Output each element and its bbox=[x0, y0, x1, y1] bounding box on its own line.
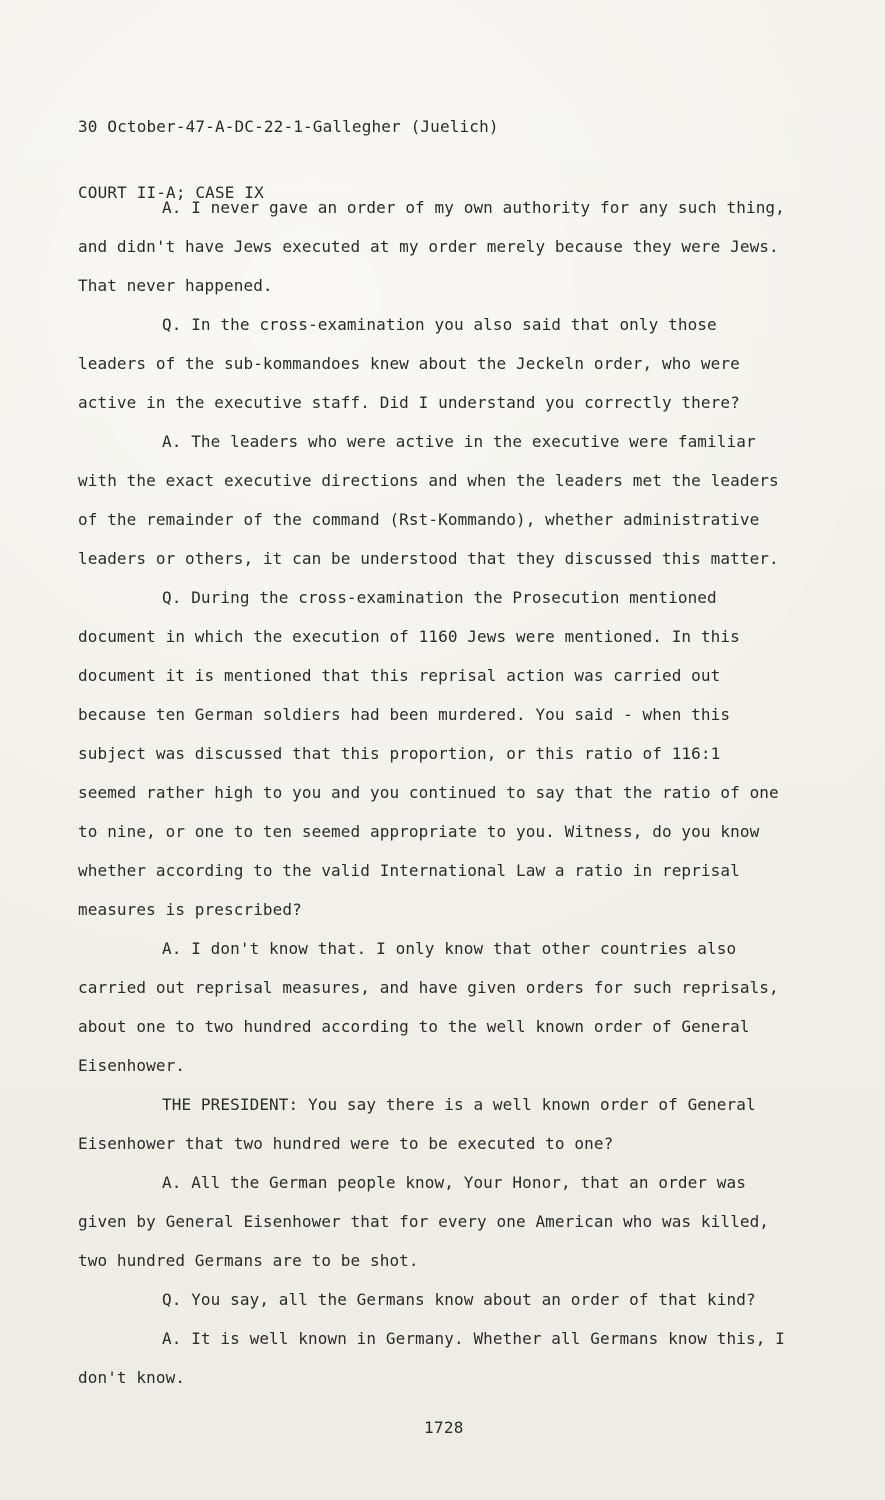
paragraph-9: A. It is well known in Germany. Whether all Germans know this, I don't know. bbox=[78, 1329, 785, 1387]
paragraph-4: Q. During the cross-examination the Prosecution mentioned document in which the execution of 1160 Jews were mentioned. In this document it is mentioned that this reprisal action was carried out because ten German soldiers had been murdered. You said - when this subject was discussed that this proportion, or this ratio of 116:1 seemed rather high to you and you continued to say that the ratio of one to nine, or one to ten seemed appropriate to you. Witness, do you know whether according to the valid International Law a ratio in reprisal measures is prescribed? bbox=[78, 588, 779, 919]
transcript-body bbox=[78, 188, 788, 1397]
paragraph-1: A. I never gave an order of my own authority for any such thing, and didn't have Jews executed at my order merely because they were Jews. That never happened. bbox=[78, 198, 785, 295]
page-number: 1728 bbox=[424, 1418, 464, 1437]
header-line-1: 30 October-47-A-DC-22-1-Gallegher (Juelich) bbox=[78, 117, 499, 136]
paragraph-6: THE PRESIDENT: You say there is a well known order of General Eisenhower that two hundred were to be executed to one? bbox=[78, 1095, 756, 1153]
paragraph-2: Q. In the cross-examination you also said that only those leaders of the sub-kommandoes knew about the Jeckeln order, who were active in the executive staff. Did I understand you correctly there? bbox=[78, 315, 740, 412]
paragraph-3: A. The leaders who were active in the executive were familiar with the exact executive directions and when the leaders met the leaders of the remainder of the command (Rst-Kommando), whether administrative leaders or others, it can be understood that they discussed this matter. bbox=[78, 432, 779, 568]
paragraph-8: Q. You say, all the Germans know about an order of that kind? bbox=[162, 1290, 756, 1309]
paragraph-5: A. I don't know that. I only know that other countries also carried out reprisal measures, and have given orders for such reprisals, about one to two hundred according to the well known order of General Eisenhower. bbox=[78, 939, 779, 1075]
paragraph-7: A. All the German people know, Your Honor, that an order was given by General Eisenhower that for every one American who was killed, two hundred Germans are to be shot. bbox=[78, 1173, 770, 1270]
header-line-2: COURT II-A; CASE IX bbox=[78, 183, 264, 202]
